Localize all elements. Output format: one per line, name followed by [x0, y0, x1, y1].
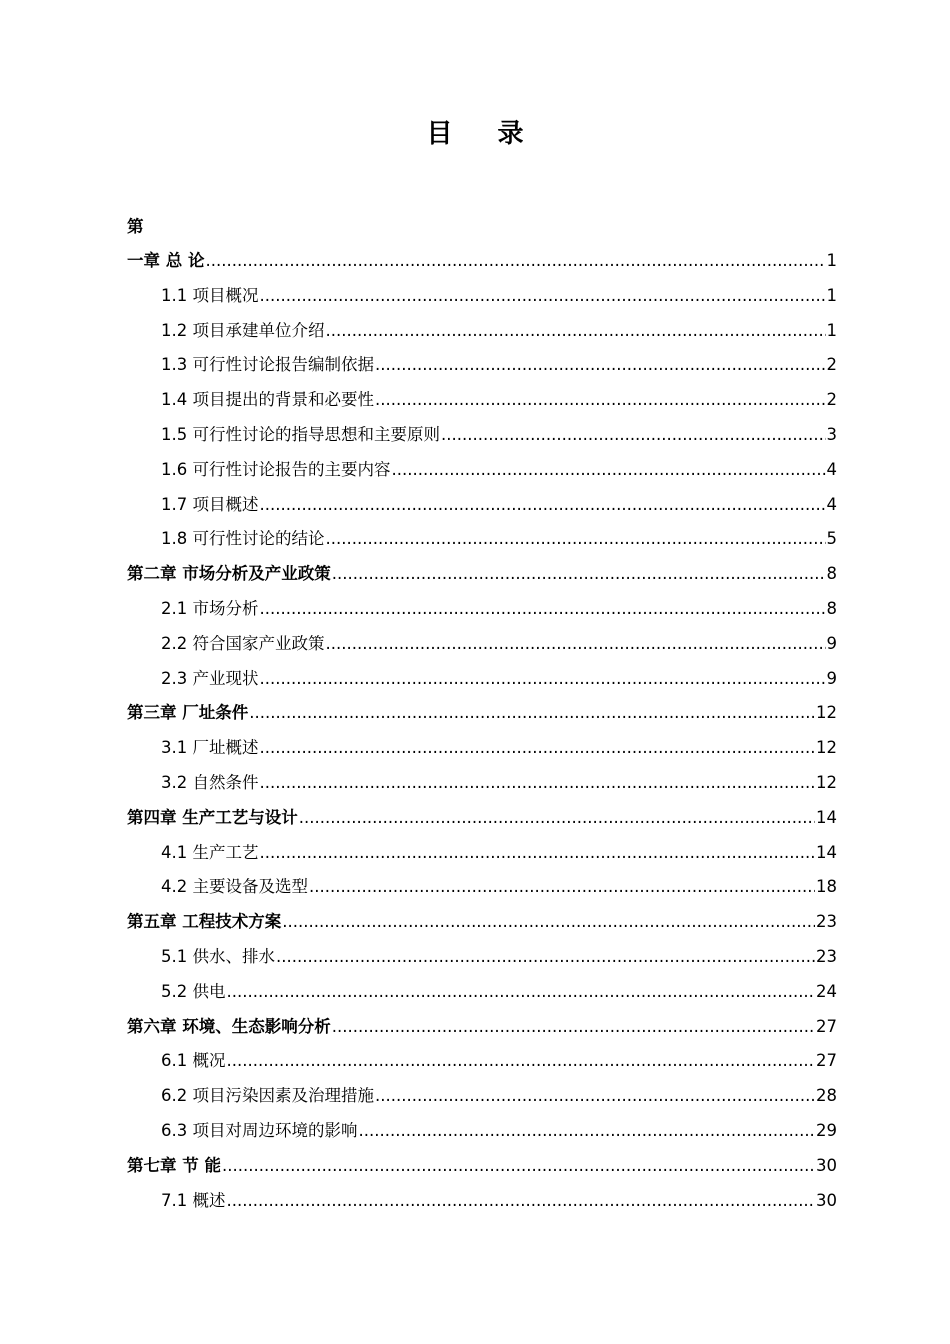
toc-page-number: 30 — [816, 1190, 837, 1210]
toc-dot-leader — [249, 696, 815, 731]
toc-page-number: 1 — [826, 320, 837, 340]
toc-dot-leader — [227, 975, 816, 1010]
toc-entry-label: 1.1 项目概况 — [161, 285, 259, 305]
toc-entry-label: 5.1 供水、排水 — [161, 946, 275, 966]
toc-section-entry[interactable] — [127, 1044, 837, 1079]
toc-section-entry[interactable] — [127, 279, 837, 314]
toc-entry-label: 4.2 主要设备及选型 — [161, 877, 308, 897]
toc-section-entry[interactable] — [127, 348, 837, 383]
toc-dot-leader — [222, 1149, 815, 1184]
toc-entry-label: 1.8 可行性讨论的结论 — [161, 529, 325, 549]
toc-page-number: 1 — [826, 285, 837, 305]
toc-chapter-entry[interactable] — [127, 1149, 837, 1184]
toc-page-number: 30 — [816, 1155, 837, 1175]
toc-page-number: 12 — [816, 772, 837, 792]
toc-entry-label: 3.1 厂址概述 — [161, 738, 259, 758]
toc-list — [127, 244, 837, 1218]
toc-entry-label: 1.6 可行性讨论报告的主要内容 — [161, 459, 391, 479]
toc-page-number: 4 — [826, 459, 837, 479]
toc-chapter-entry[interactable] — [127, 244, 837, 279]
toc-dot-leader — [260, 836, 816, 871]
toc-section-entry[interactable] — [127, 627, 837, 662]
toc-entry-label: 6.3 项目对周边环境的影响 — [161, 1120, 358, 1140]
toc-entry-label: 5.2 供电 — [161, 981, 226, 1001]
toc-dot-leader — [260, 766, 816, 801]
toc-page-number: 18 — [816, 877, 837, 897]
toc-entry-label: 第六章 环境、生态影响分析 — [127, 1016, 331, 1036]
toc-page-number: 12 — [816, 703, 837, 723]
toc-section-entry[interactable] — [127, 418, 837, 453]
toc-entry-label: 1.7 项目概述 — [161, 494, 259, 514]
toc-dot-leader — [260, 592, 826, 627]
toc-page-number: 5 — [826, 529, 837, 549]
toc-page-number: 14 — [816, 842, 837, 862]
toc-section-entry[interactable] — [127, 766, 837, 801]
toc-dot-leader — [441, 418, 826, 453]
toc-page-number: 23 — [816, 912, 837, 932]
toc-entry-label: 6.1 概况 — [161, 1051, 226, 1071]
toc-section-entry[interactable] — [127, 975, 837, 1010]
toc-page-number: 29 — [816, 1120, 837, 1140]
toc-section-entry[interactable] — [127, 383, 837, 418]
toc-section-entry[interactable] — [127, 522, 837, 557]
toc-entry-label: 第五章 工程技术方案 — [127, 912, 282, 932]
toc-page-number: 14 — [816, 807, 837, 827]
toc-dot-leader — [227, 1044, 816, 1079]
toc-page-number: 23 — [816, 946, 837, 966]
toc-page-number: 24 — [816, 981, 837, 1001]
toc-page-number: 12 — [816, 738, 837, 758]
toc-section-entry[interactable] — [127, 314, 837, 349]
toc-entry-label: 1.3 可行性讨论报告编制依据 — [161, 355, 374, 375]
toc-dot-leader — [282, 905, 815, 940]
toc-entry-label: 1.5 可行性讨论的指导思想和主要原则 — [161, 424, 440, 444]
toc-entry-label: 第七章 节 能 — [127, 1155, 221, 1175]
toc-section-entry[interactable] — [127, 662, 837, 697]
toc-section-entry[interactable] — [127, 453, 837, 488]
toc-page-number: 27 — [816, 1016, 837, 1036]
toc-section-entry[interactable] — [127, 592, 837, 627]
toc-entry-label: 第四章 生产工艺与设计 — [127, 807, 298, 827]
toc-entry-label: 2.2 符合国家产业政策 — [161, 633, 325, 653]
toc-dot-leader — [299, 801, 815, 836]
toc-dot-leader — [326, 314, 826, 349]
toc-chapter-entry[interactable] — [127, 801, 837, 836]
toc-page-number: 4 — [826, 494, 837, 514]
toc-dot-leader — [359, 1114, 816, 1149]
toc-dot-leader — [309, 870, 815, 905]
toc-dot-leader — [375, 1079, 815, 1114]
page-title: 目 录 — [426, 119, 542, 149]
toc-section-entry[interactable] — [127, 731, 837, 766]
toc-page-number: 9 — [826, 633, 837, 653]
toc-dot-leader — [332, 557, 826, 592]
toc-page-number: 28 — [816, 1086, 837, 1106]
toc-section-entry[interactable] — [127, 1184, 837, 1219]
toc-section-entry[interactable] — [127, 488, 837, 523]
toc-entry-label: 3.2 自然条件 — [161, 772, 259, 792]
toc-page-number: 27 — [816, 1051, 837, 1071]
toc-chapter-entry[interactable] — [127, 905, 837, 940]
toc-dot-leader — [260, 488, 826, 523]
toc-entry-label: 一章 总 论 — [127, 251, 205, 270]
toc-dot-leader — [276, 940, 815, 975]
toc-section-entry[interactable] — [127, 1114, 837, 1149]
toc-dot-leader — [332, 1010, 815, 1045]
toc-dot-leader — [375, 348, 826, 383]
toc-page-number: 3 — [826, 424, 837, 444]
toc-chapter-entry[interactable] — [127, 557, 837, 592]
toc-entry-label: 7.1 概述 — [161, 1190, 226, 1210]
toc-page-number: 2 — [826, 390, 837, 410]
toc-dot-leader — [326, 627, 826, 662]
toc-section-entry[interactable] — [127, 836, 837, 871]
toc-entry-label: 1.2 项目承建单位介绍 — [161, 320, 325, 340]
toc-entry-label: 第二章 市场分析及产业政策 — [127, 564, 331, 584]
toc-entry-label: 6.2 项目污染因素及治理措施 — [161, 1086, 374, 1106]
toc-dot-leader — [260, 279, 826, 314]
toc-entry-label: 1.4 项目提出的背景和必要性 — [161, 390, 374, 410]
toc-page-number: 8 — [826, 564, 837, 584]
toc-entry-label: 2.1 市场分析 — [161, 598, 259, 618]
toc-section-entry[interactable] — [127, 1079, 837, 1114]
toc-dot-leader — [375, 383, 826, 418]
toc-dot-leader — [227, 1184, 816, 1219]
toc-dot-leader — [326, 522, 826, 557]
toc-page-number: 9 — [826, 668, 837, 688]
toc-dot-leader — [260, 662, 826, 697]
toc-entry-label: 4.1 生产工艺 — [161, 842, 259, 862]
toc-section-entry[interactable] — [127, 940, 837, 975]
toc-dot-leader — [260, 731, 816, 766]
toc-entry-label: 第三章 厂址条件 — [127, 703, 249, 723]
toc-page-number: 1 — [826, 251, 837, 270]
toc-page-number: 8 — [826, 598, 837, 618]
toc-chapter-entry[interactable] — [127, 696, 837, 731]
toc-chapter-entry[interactable] — [127, 1010, 837, 1045]
toc-section-entry[interactable] — [127, 870, 837, 905]
toc-entry-label: 2.3 产业现状 — [161, 668, 259, 688]
toc-prefix: 第 — [127, 217, 144, 236]
toc-dot-leader — [392, 453, 826, 488]
toc-dot-leader — [206, 244, 826, 279]
toc-page-number: 2 — [826, 355, 837, 375]
table-of-contents — [127, 209, 837, 1218]
